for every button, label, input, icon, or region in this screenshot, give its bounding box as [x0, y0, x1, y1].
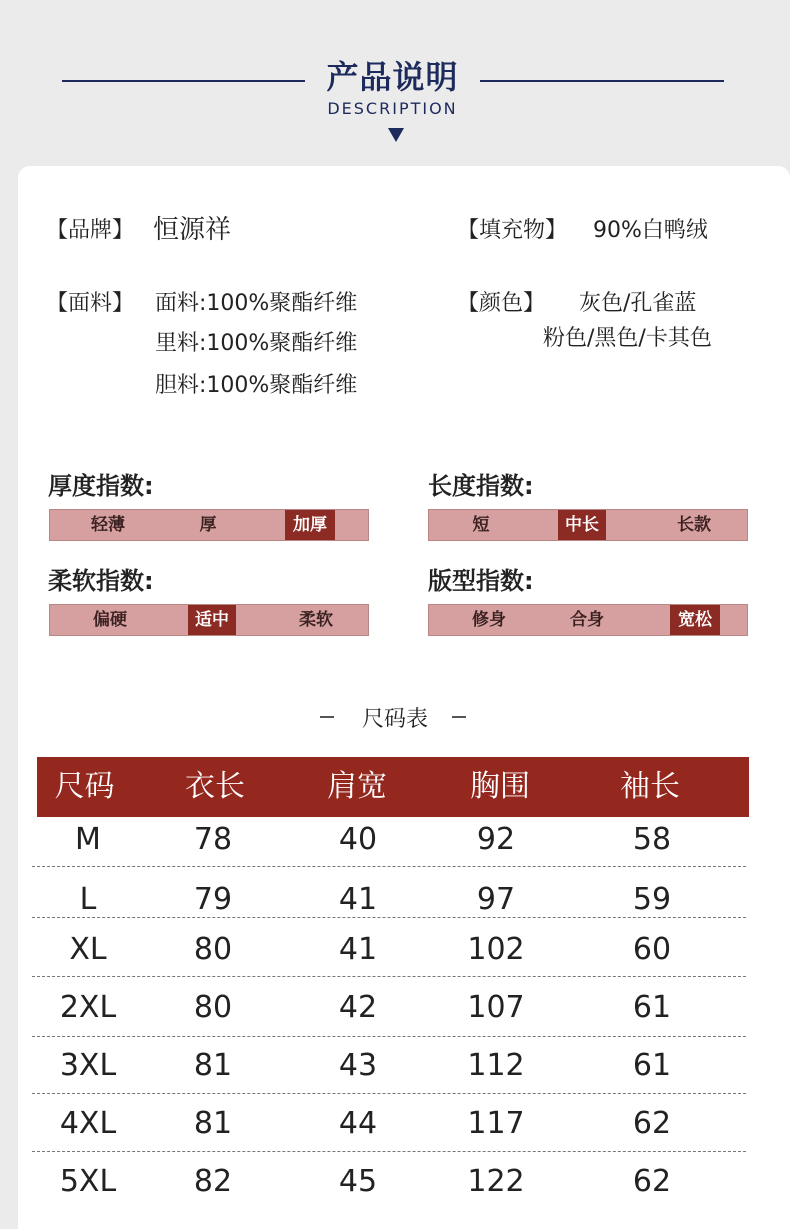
size-cell-chest: 107 — [467, 990, 525, 1025]
size-cell-size: XL — [69, 932, 107, 967]
size-cell-sleeve: 60 — [632, 932, 672, 967]
header-shoulder: 肩宽 — [327, 769, 387, 804]
softness-option-hard: 偏硬 — [93, 610, 127, 630]
size-cell-chest: 92 — [476, 822, 516, 857]
size-cell-shoulder: 40 — [338, 822, 378, 857]
row-divider — [32, 1151, 746, 1152]
size-cell-size: M — [75, 822, 101, 857]
header-sleeve: 袖长 — [620, 769, 680, 804]
thickness-index-bar — [49, 509, 369, 541]
size-cell-chest: 117 — [467, 1106, 525, 1141]
size-cell-length: 81 — [193, 1106, 233, 1141]
size-cell-sleeve: 59 — [632, 882, 672, 917]
size-cell-sleeve: 61 — [632, 1048, 672, 1083]
row-divider — [32, 866, 746, 867]
triangle-down-icon — [388, 128, 404, 142]
filling-label: 【填充物】 — [457, 218, 568, 243]
color-line-1: 灰色/孔雀蓝 — [579, 291, 697, 316]
size-cell-shoulder: 42 — [338, 990, 378, 1025]
size-cell-size: L — [79, 882, 97, 917]
fit-option-regular: 合身 — [570, 610, 604, 630]
row-divider — [32, 1093, 746, 1094]
size-cell-size: 5XL — [59, 1164, 117, 1199]
header-divider-left — [62, 80, 305, 82]
color-label: 【颜色】 — [457, 291, 546, 316]
size-cell-length: 80 — [193, 932, 233, 967]
size-table-header — [37, 757, 749, 817]
fabric-line-inner: 胆料:100%聚酯纤维 — [155, 373, 358, 398]
brand-label: 【品牌】 — [46, 218, 135, 243]
header-divider-right — [480, 80, 724, 82]
size-cell-size: 2XL — [59, 990, 117, 1025]
thickness-option-extra-thick: 加厚 — [285, 510, 335, 540]
size-cell-length: 79 — [193, 882, 233, 917]
fabric-line-lining: 里料:100%聚酯纤维 — [155, 331, 358, 356]
color-line-2: 粉色/黑色/卡其色 — [543, 326, 712, 351]
size-cell-shoulder: 45 — [338, 1164, 378, 1199]
thickness-option-thick: 厚 — [199, 515, 217, 535]
size-cell-length: 81 — [193, 1048, 233, 1083]
size-cell-sleeve: 61 — [632, 990, 672, 1025]
softness-index-title: 柔软指数: — [48, 567, 154, 595]
size-cell-sleeve: 62 — [632, 1106, 672, 1141]
size-cell-chest: 112 — [467, 1048, 525, 1083]
size-cell-size: 4XL — [59, 1106, 117, 1141]
size-cell-shoulder: 41 — [338, 882, 378, 917]
row-divider — [32, 917, 746, 918]
length-option-long: 长款 — [677, 515, 711, 535]
thickness-index-title: 厚度指数: — [48, 472, 154, 500]
softness-option-soft: 柔软 — [299, 610, 333, 630]
filling-value: 90%白鸭绒 — [593, 218, 708, 243]
row-divider — [32, 976, 746, 977]
size-cell-chest: 102 — [467, 932, 525, 967]
length-option-short: 短 — [472, 515, 490, 535]
fabric-label: 【面料】 — [46, 291, 135, 316]
size-cell-length: 82 — [193, 1164, 233, 1199]
thickness-option-light: 轻薄 — [91, 515, 125, 535]
header-subtitle: DESCRIPTION — [327, 99, 458, 118]
size-title-dash-right — [452, 716, 466, 718]
length-index-bar — [428, 509, 748, 541]
description-header — [0, 0, 790, 165]
size-cell-chest: 97 — [476, 882, 516, 917]
header-size: 尺码 — [54, 769, 115, 804]
row-divider — [32, 1036, 746, 1037]
header-length: 衣长 — [185, 769, 245, 804]
brand-value: 恒源祥 — [153, 215, 232, 245]
size-cell-sleeve: 58 — [632, 822, 672, 857]
length-index-title: 长度指数: — [428, 472, 534, 500]
size-cell-shoulder: 44 — [338, 1106, 378, 1141]
fit-index-title: 版型指数: — [428, 567, 534, 595]
size-cell-length: 78 — [193, 822, 233, 857]
size-cell-sleeve: 62 — [632, 1164, 672, 1199]
size-cell-chest: 122 — [467, 1164, 525, 1199]
size-cell-size: 3XL — [59, 1048, 117, 1083]
size-cell-shoulder: 41 — [338, 932, 378, 967]
size-chart-title: 尺码表 — [361, 707, 428, 732]
fit-option-slim: 修身 — [472, 610, 506, 630]
size-cell-length: 80 — [193, 990, 233, 1025]
softness-option-moderate: 适中 — [188, 605, 236, 635]
length-option-medium: 中长 — [558, 510, 606, 540]
fit-option-loose: 宽松 — [670, 605, 720, 635]
header-chest: 胸围 — [470, 769, 530, 804]
fit-index-bar — [428, 604, 748, 636]
size-cell-shoulder: 43 — [338, 1048, 378, 1083]
fabric-line-outer: 面料:100%聚酯纤维 — [155, 291, 358, 316]
header-title: 产品说明 — [326, 58, 459, 96]
softness-index-bar — [49, 604, 369, 636]
